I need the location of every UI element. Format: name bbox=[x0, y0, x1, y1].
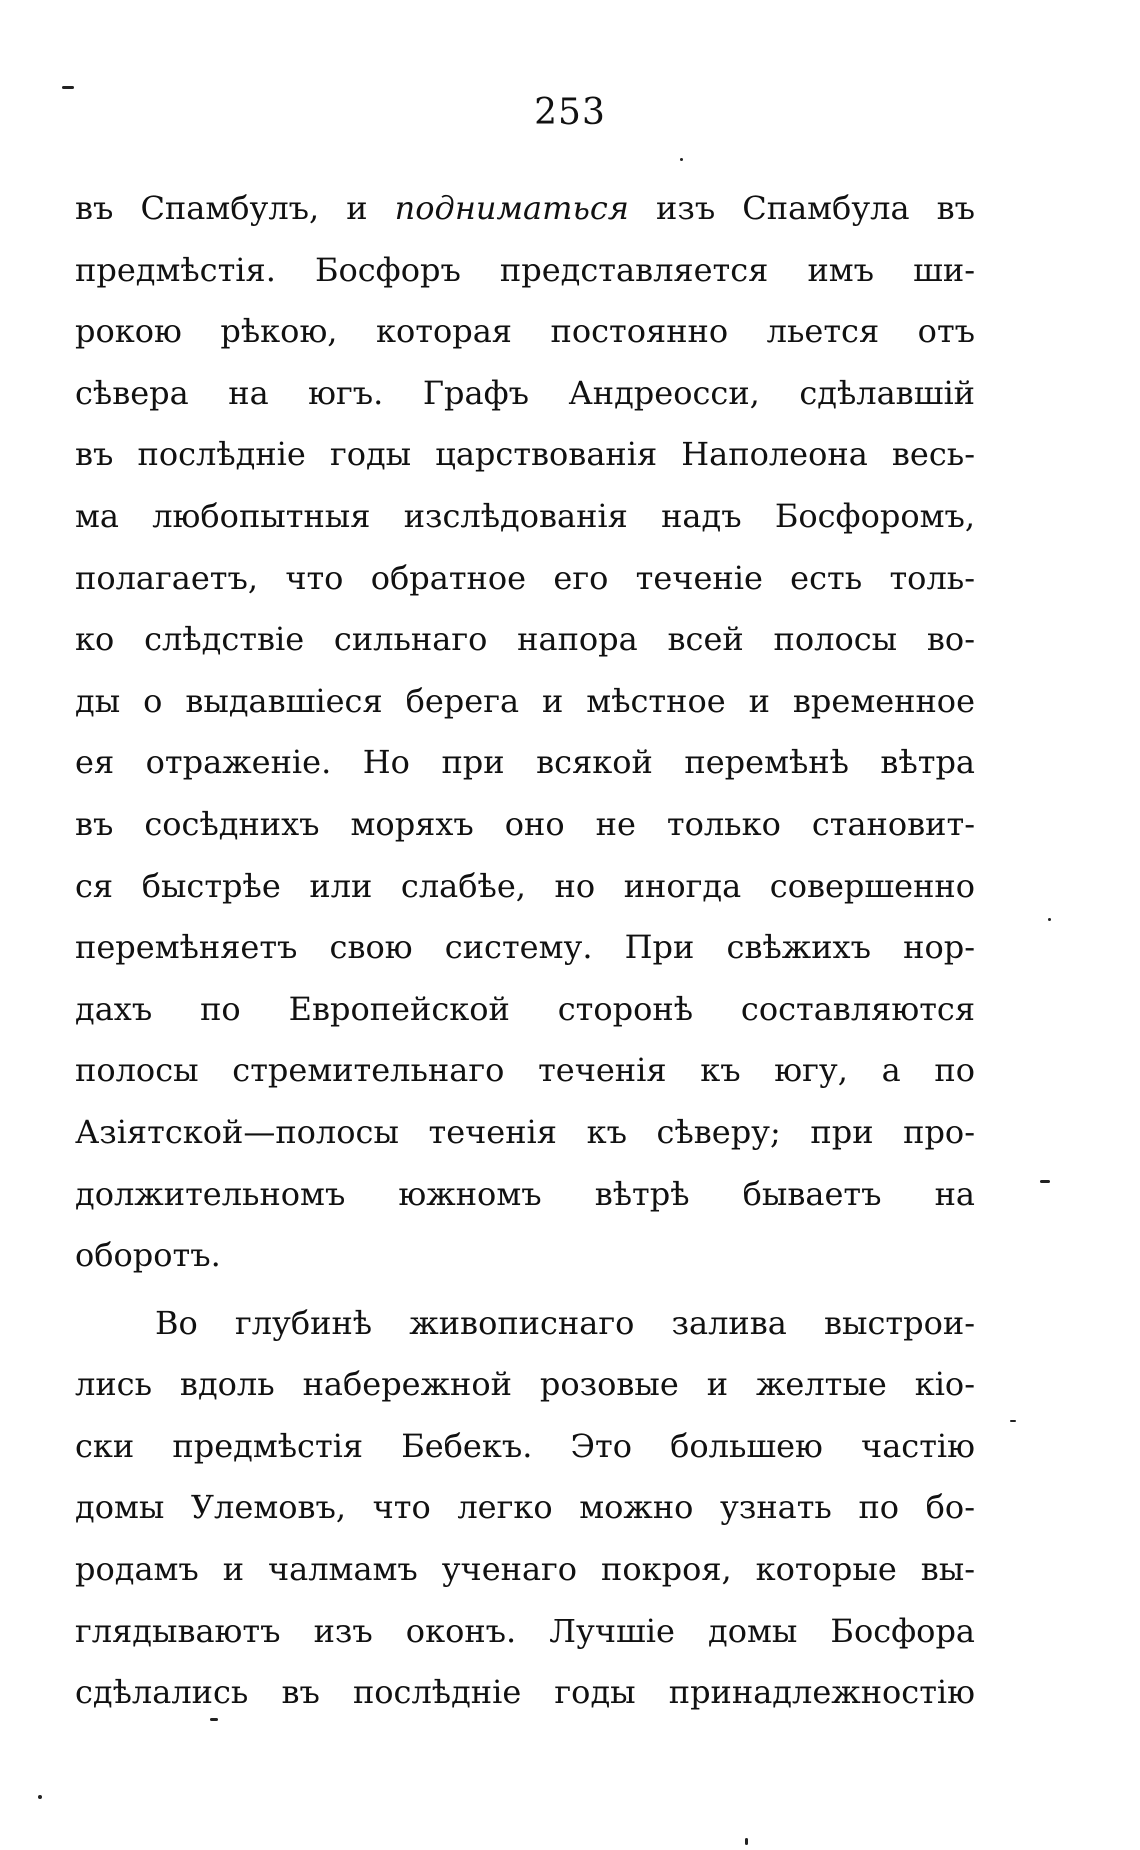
text-line: сѣвера на югъ. Графъ Андреосси, сдѣлавшій bbox=[75, 373, 975, 412]
text-line: должительномъ южномъ вѣтрѣ бываетъ на bbox=[75, 1174, 975, 1213]
text-line: дахъ по Европейской сторонѣ составляются bbox=[75, 989, 975, 1028]
text-line: глядываютъ изъ оконъ. Лучшіе домы Босфора bbox=[75, 1611, 975, 1650]
scan-speck bbox=[745, 1838, 748, 1845]
text-line: ея отраженіе. Но при всякой перемѣнѣ вѣтра bbox=[75, 743, 975, 782]
text-line: родамъ и чалмамъ ученаго покроя, которые вы- bbox=[75, 1550, 975, 1589]
text-line: въ послѣдніе годы царствованія Наполеона весь- bbox=[75, 435, 975, 474]
text-line: перемѣняетъ свою систему. При свѣжихъ нор- bbox=[75, 928, 975, 967]
scan-speck bbox=[210, 1718, 218, 1721]
italic-word: подниматься bbox=[394, 189, 629, 227]
text-line: полосы стремительнаго теченія къ югу, а по bbox=[75, 1051, 975, 1090]
text-line: домы Улемовъ, что легко можно узнать по бо- bbox=[75, 1488, 975, 1527]
text-line: ко слѣдствіе сильнаго напора всей полосы во- bbox=[75, 620, 975, 659]
paragraph bbox=[75, 178, 975, 1287]
text-line: предмѣстія. Босфоръ представляется имъ ши- bbox=[75, 250, 975, 289]
text-line: въ Спамбулъ, и подниматься изъ Спамбула въ bbox=[75, 189, 975, 227]
scan-speck bbox=[38, 1795, 42, 1799]
text-line: ски предмѣстія Бебекъ. Это большею частію bbox=[75, 1426, 975, 1465]
scan-speck bbox=[62, 86, 74, 89]
text-line: ма любопытныя изслѣдованія надъ Босфоромъ, bbox=[75, 496, 975, 535]
text-line: рокою рѣкою, которая постоянно льется отъ bbox=[75, 312, 975, 351]
scan-speck bbox=[1040, 1180, 1050, 1183]
text-line: лись вдоль набережной розовые и желтые кіо- bbox=[75, 1365, 975, 1404]
paragraph bbox=[75, 1293, 975, 1724]
page-number: 253 bbox=[534, 92, 606, 133]
scan-speck bbox=[1048, 918, 1051, 921]
page-text bbox=[75, 178, 975, 1724]
text-line: ся быстрѣе или слабѣе, но иногда совершенно bbox=[75, 866, 975, 905]
text-line: сдѣлались въ послѣдніе годы принадлежностію bbox=[75, 1673, 975, 1712]
text-line: полагаетъ, что обратное его теченіе есть толь- bbox=[75, 558, 975, 597]
text-line: Во глубинѣ живописнаго залива выстрои- bbox=[155, 1303, 975, 1342]
text-line: ды о выдавшіеся берега и мѣстное и временное bbox=[75, 681, 975, 720]
text-line: Азіятской—полосы теченія къ сѣверу; при про- bbox=[75, 1112, 975, 1151]
scan-speck bbox=[680, 158, 683, 161]
text-line: въ сосѣднихъ моряхъ оно не только становит- bbox=[75, 804, 975, 843]
text-line: оборотъ. bbox=[75, 1236, 221, 1275]
scan-speck bbox=[1010, 1420, 1016, 1422]
